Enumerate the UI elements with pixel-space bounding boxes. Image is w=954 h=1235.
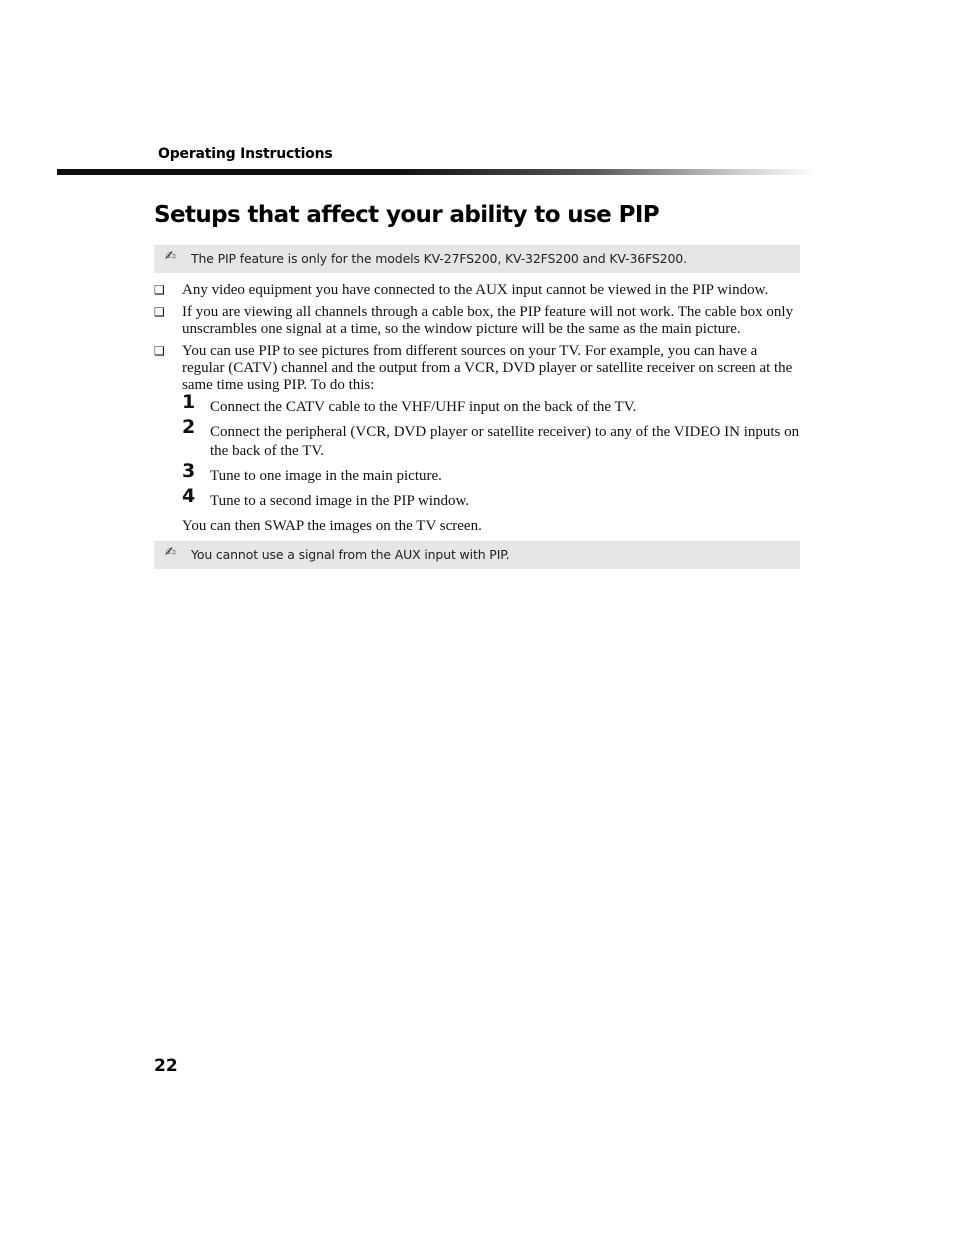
note-box	[154, 245, 800, 273]
page-number: 22	[154, 1056, 178, 1076]
step-number: 4	[182, 485, 196, 507]
step-number: 3	[182, 460, 196, 482]
note-text: You cannot use a signal from the AUX input with PIP.	[191, 547, 510, 562]
list-item-text: Any video equipment you have connected to the AUX input cannot be viewed in the PIP window.	[182, 282, 769, 298]
note-pen-icon: ✍	[165, 249, 176, 264]
note-text: The PIP feature is only for the models KV-27FS200, KV-32FS200 and KV-36FS200.	[191, 251, 687, 266]
header-rule	[57, 169, 817, 175]
step-text: Tune to one image in the main picture.	[210, 468, 442, 484]
step-text: Connect the peripheral (VCR, DVD player or satellite receiver) to any of the VIDEO IN inputs on the back of the TV.	[210, 424, 800, 459]
note-box	[154, 541, 800, 569]
list-item-text: You can use PIP to see pictures from different sources on your TV. For example, you can have a regular (CATV) channel and the output from a VCR, DVD player or satellite receiver on screen at the same time using PIP. To do this:	[182, 343, 793, 393]
running-header: Operating Instructions	[158, 146, 333, 162]
list-item-text: If you are viewing all channels through a cable box, the PIP feature will not work. The cable box only unscrambles one signal at a time, so the window picture will be the same as the main picture.	[182, 304, 794, 337]
step-text: Connect the CATV cable to the VHF/UHF input on the back of the TV.	[210, 399, 637, 415]
step-text: Tune to a second image in the PIP window.	[210, 493, 470, 509]
page-title: Setups that affect your ability to use PIP	[154, 202, 660, 228]
swap-paragraph: You can then SWAP the images on the TV screen.	[182, 518, 482, 534]
step-number: 2	[182, 416, 196, 438]
checkbox-bullet-icon: ❑	[154, 344, 165, 358]
checkbox-bullet-icon: ❑	[154, 283, 165, 297]
checkbox-bullet-icon: ❑	[154, 305, 165, 319]
step-number: 1	[182, 391, 196, 413]
note-pen-icon: ✍	[165, 545, 176, 560]
